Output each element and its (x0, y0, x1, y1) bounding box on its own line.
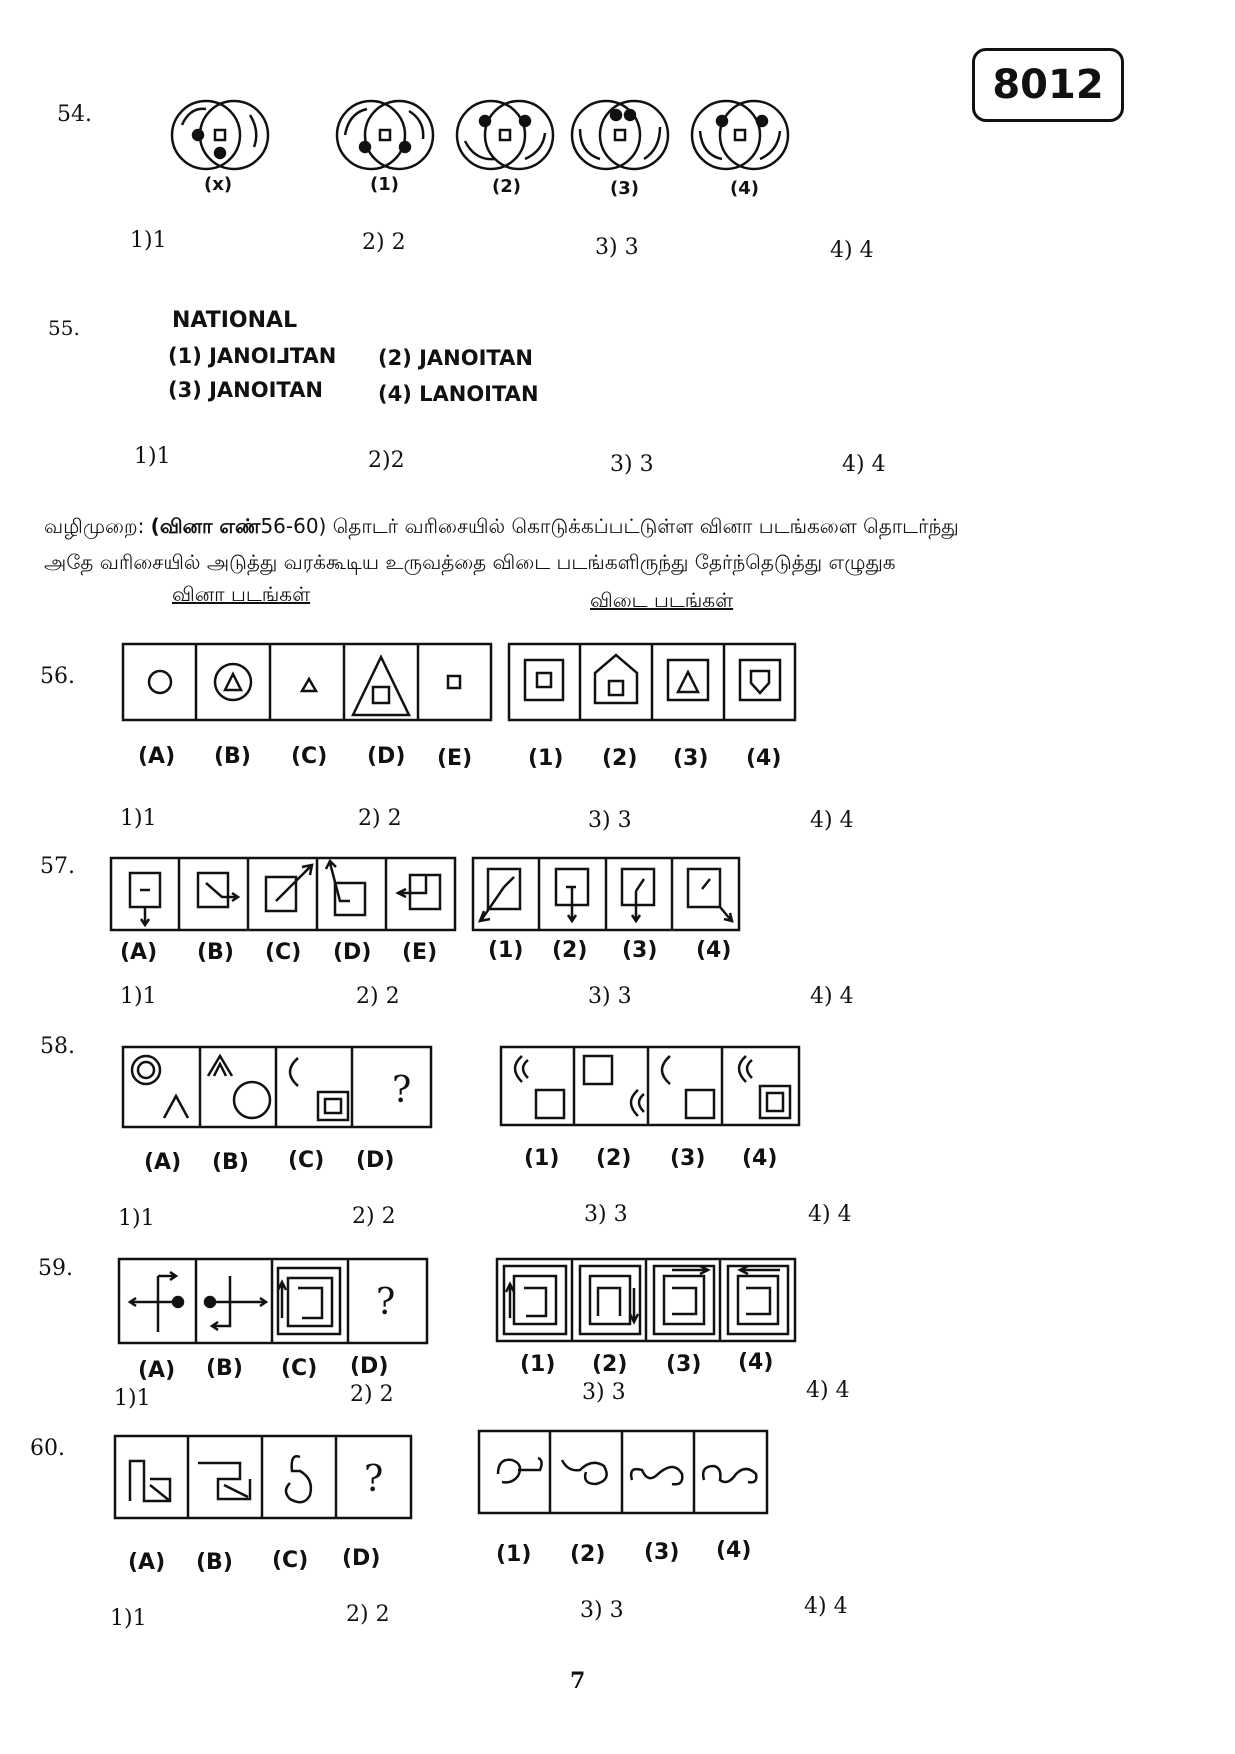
q56-question-strip (122, 643, 492, 723)
page-number: 7 (570, 1668, 586, 1694)
figure-label: (4) (742, 1146, 778, 1171)
figure-label: (1) (370, 174, 399, 195)
figure-label: (1) (528, 746, 564, 771)
answer-option[interactable]: 1)1 (134, 444, 171, 469)
figure-label: (B) (206, 1356, 243, 1381)
figure-label: (C) (265, 940, 302, 965)
answer-option[interactable]: 3) 3 (595, 235, 639, 260)
figure-label: (D) (333, 940, 372, 965)
answer-option[interactable]: 4) 4 (810, 808, 854, 833)
figure-label: (D) (356, 1148, 395, 1173)
figure-label: (C) (272, 1548, 309, 1573)
answer-option[interactable]: 4) 4 (806, 1378, 850, 1403)
paper-code: 8012 (992, 62, 1104, 108)
figure-label: (B) (197, 940, 234, 965)
figure-label: (D) (350, 1354, 389, 1379)
q58-answer-strip (500, 1046, 800, 1130)
figure-label: (C) (291, 744, 328, 769)
choice-1: (1) JANOI⅃TAN (168, 344, 337, 368)
choice-2: (2) JANOITAN (378, 346, 533, 370)
figure-label: (3) (644, 1540, 680, 1565)
figure-label: (2) (602, 746, 638, 771)
answer-option[interactable]: 1)1 (120, 806, 157, 831)
figure-label: (B) (214, 744, 251, 769)
figure-label: (A) (144, 1150, 182, 1175)
answer-option[interactable]: 2) 2 (362, 230, 406, 255)
q60-question-strip (114, 1435, 412, 1521)
figure-label: (A) (138, 1358, 176, 1383)
q60-answer-strip (478, 1430, 768, 1516)
figure-label: (E) (437, 746, 473, 771)
instruction-range: 56-60) (260, 514, 327, 538)
answer-option[interactable]: 3) 3 (580, 1598, 624, 1623)
word-national: NATIONAL (172, 308, 298, 333)
q57-answer-strip (472, 857, 740, 933)
figure-label: (3) (622, 938, 658, 963)
answer-option[interactable]: 1)1 (130, 228, 167, 253)
instruction-line1: தொடர் வரிசையில் கொடுக்கப்பட்டுள்ள வினா படங்களை தொடர்ந்து (332, 514, 959, 538)
figure-label: (1) (524, 1146, 560, 1171)
answer-option[interactable]: 2) 2 (356, 984, 400, 1009)
figure-label: (x) (204, 174, 233, 195)
question-number: 54. (57, 102, 92, 127)
figure-label: (4) (716, 1538, 752, 1563)
question-number: 56. (40, 664, 75, 689)
q59-answer-strip (496, 1258, 796, 1344)
figure-label: (E) (402, 940, 438, 965)
figure-label: (3) (610, 178, 639, 199)
q54-figures (160, 95, 800, 185)
question-number: 55. (48, 316, 80, 340)
figure-label: (B) (196, 1550, 233, 1575)
figure-label: (2) (596, 1146, 632, 1171)
figure-label: (D) (342, 1546, 381, 1571)
answer-option[interactable]: 3) 3 (610, 452, 654, 477)
figure-label: (1) (488, 938, 524, 963)
answer-option[interactable]: 2) 2 (350, 1382, 394, 1407)
figure-label: (2) (570, 1542, 606, 1567)
figure-label: (4) (696, 938, 732, 963)
figure-label: (4) (730, 178, 759, 199)
question-mark: ? (376, 1282, 396, 1323)
figure-label: (3) (670, 1146, 706, 1171)
answer-option[interactable]: 4) 4 (830, 238, 874, 263)
question-mark: ? (392, 1070, 412, 1111)
answer-option[interactable]: 4) 4 (810, 984, 854, 1009)
answer-option[interactable]: 4) 4 (842, 452, 886, 477)
figure-label: (1) (496, 1542, 532, 1567)
question-number: 58. (40, 1034, 75, 1059)
figure-label: (C) (281, 1356, 318, 1381)
figure-label: (A) (120, 940, 158, 965)
figure-label: (1) (520, 1352, 556, 1377)
answer-option[interactable]: 1)1 (118, 1206, 155, 1231)
q56-answer-strip (508, 643, 796, 723)
figure-label: (2) (592, 1352, 628, 1377)
choice-4: (4) LANOITAN (378, 382, 539, 406)
figure-label: (2) (552, 938, 588, 963)
answer-option[interactable]: 1)1 (110, 1606, 147, 1631)
answer-option[interactable]: 4) 4 (808, 1202, 852, 1227)
question-number: 57. (40, 854, 75, 879)
choice-3: (3) JANOITAN (168, 378, 323, 402)
paper-code-box (972, 48, 1124, 122)
answer-option[interactable]: 3) 3 (588, 984, 632, 1009)
figure-label: (4) (746, 746, 782, 771)
question-mark: ? (364, 1459, 384, 1500)
answer-option[interactable]: 2) 2 (346, 1602, 390, 1627)
instructions (44, 508, 1194, 580)
figure-label: (2) (492, 176, 521, 197)
answer-option[interactable]: 3) 3 (584, 1202, 628, 1227)
instruction-prefix: வழிமுறை: (44, 514, 145, 538)
figure-label: (3) (666, 1352, 702, 1377)
figure-label: (A) (128, 1550, 166, 1575)
q59-question-strip (118, 1258, 428, 1346)
question-number: 60. (30, 1436, 65, 1461)
instruction-bold: (வினா எண் (150, 514, 261, 538)
answer-figures-heading: விடை படங்கள் (590, 588, 734, 612)
answer-option[interactable]: 3) 3 (588, 808, 632, 833)
figure-label: (C) (288, 1148, 325, 1173)
answer-option[interactable]: 2) 2 (352, 1204, 396, 1229)
question-figures-heading: வினா படங்கள் (172, 582, 311, 606)
q58-question-strip (122, 1046, 432, 1130)
figure-label: (D) (367, 744, 406, 769)
figure-label: (4) (738, 1350, 774, 1375)
answer-option[interactable]: 3) 3 (582, 1380, 626, 1405)
answer-option[interactable]: 1)1 (114, 1386, 151, 1411)
answer-option[interactable]: 1)1 (120, 984, 157, 1009)
answer-option[interactable]: 4) 4 (804, 1594, 848, 1619)
q57-question-strip (110, 857, 456, 933)
figure-label: (B) (212, 1150, 249, 1175)
answer-option[interactable]: 2)2 (368, 448, 405, 473)
answer-option[interactable]: 2) 2 (358, 806, 402, 831)
figure-label: (A) (138, 744, 176, 769)
figure-label: (3) (673, 746, 709, 771)
question-number: 59. (38, 1256, 73, 1281)
instruction-line2: அதே வரிசையில் அடுத்து வரக்கூடிய உருவத்தை விடை படங்களிருந்து தேர்ந்தெடுத்து எழுதுக (44, 550, 896, 574)
